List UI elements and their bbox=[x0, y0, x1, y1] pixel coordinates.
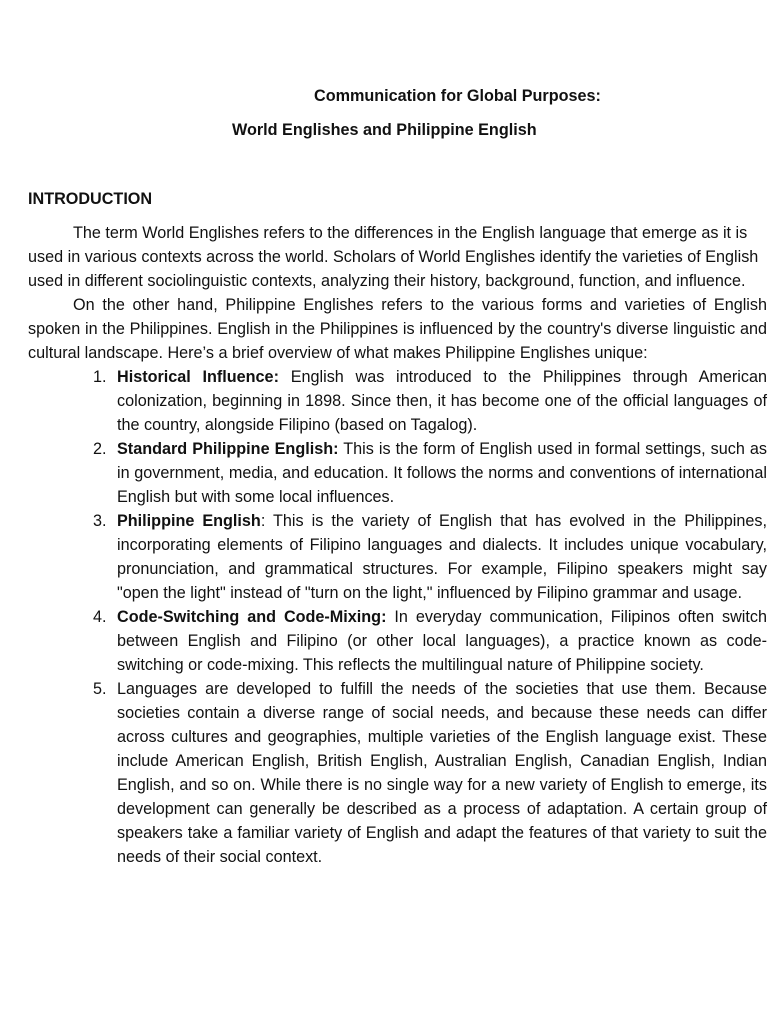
document-subtitle: World Englishes and Philippine English bbox=[232, 121, 537, 139]
list-item bbox=[93, 437, 767, 509]
list-item bbox=[93, 677, 767, 869]
list-item-term: Standard Philippine English: bbox=[117, 440, 339, 458]
list-item-text: English was introduced to the Philippines through American colonization, beginning in 1898. Since then, it has become one of the official languages of the country, alongside Filipino (based on Tagalog). bbox=[117, 368, 768, 434]
document-body bbox=[28, 221, 767, 869]
list-item-term: Code-Switching and Code-Mixing: bbox=[117, 608, 387, 626]
list-item-number: 1. bbox=[93, 368, 107, 386]
list-item bbox=[93, 509, 767, 605]
list-item-term: Philippine English bbox=[117, 512, 261, 530]
section-heading-introduction: INTRODUCTION bbox=[28, 190, 153, 208]
list-item-number: 3. bbox=[93, 512, 107, 530]
list-item-term: Historical Influence: bbox=[117, 368, 279, 386]
list-item bbox=[93, 365, 768, 437]
list-item-number: 4. bbox=[93, 608, 107, 626]
features-list bbox=[28, 365, 767, 869]
list-item-text: In everyday communication, Filipinos often switch between English and Filipino (or other local languages), a practice known as code-switching or code-mixing. This reflects the multilingual nature of Philippine society. bbox=[117, 608, 767, 674]
paragraph-philippine-englishes: On the other hand, Philippine Englishes refers to the various forms and varieties of English spoken in the Philippines. English in the Philippines is influenced by the country's diverse linguistic and cultural landscape. Here’s a brief overview of what makes Philippine Englishes unique: bbox=[28, 296, 767, 362]
list-item bbox=[93, 605, 767, 677]
list-item-text: : This is the variety of English that has evolved in the Philippines, incorporating elements of Filipino languages and dialects. It includes unique vocabulary, pronunciation, and grammatical structures. For example, Filipino speakers might say "open the light" instead of "turn on the light," influenced by Filipino grammar and usage. bbox=[117, 512, 767, 602]
document-title: Communication for Global Purposes: bbox=[314, 87, 601, 105]
list-item-text: Languages are developed to fulfill the needs of the societies that use them. Because societies contain a diverse range of social needs, and because these needs can differ across cultures and geographies, multiple varieties of the English language exist. These include American English, British English, Australian English, Canadian English, Indian English, and so on. While there is no single way for a new variety of English to emerge, its development can generally be described as a process of adaptation. A certain group of speakers take a familiar variety of English and adapt the features of that variety to suit the needs of their social context. bbox=[117, 680, 767, 866]
list-item-number: 2. bbox=[93, 440, 107, 458]
paragraph-world-englishes: The term World Englishes refers to the differences in the English language that emerge as it is used in various contexts across the world. Scholars of World Englishes identify the varieties of English used in different sociolinguistic contexts, analyzing their history, background, function, and influence. bbox=[28, 224, 759, 290]
list-item-number: 5. bbox=[93, 680, 107, 698]
list-item-text: This is the form of English used in formal settings, such as in government, media, and education. It follows the norms and conventions of international English but with some local influences. bbox=[117, 440, 767, 506]
